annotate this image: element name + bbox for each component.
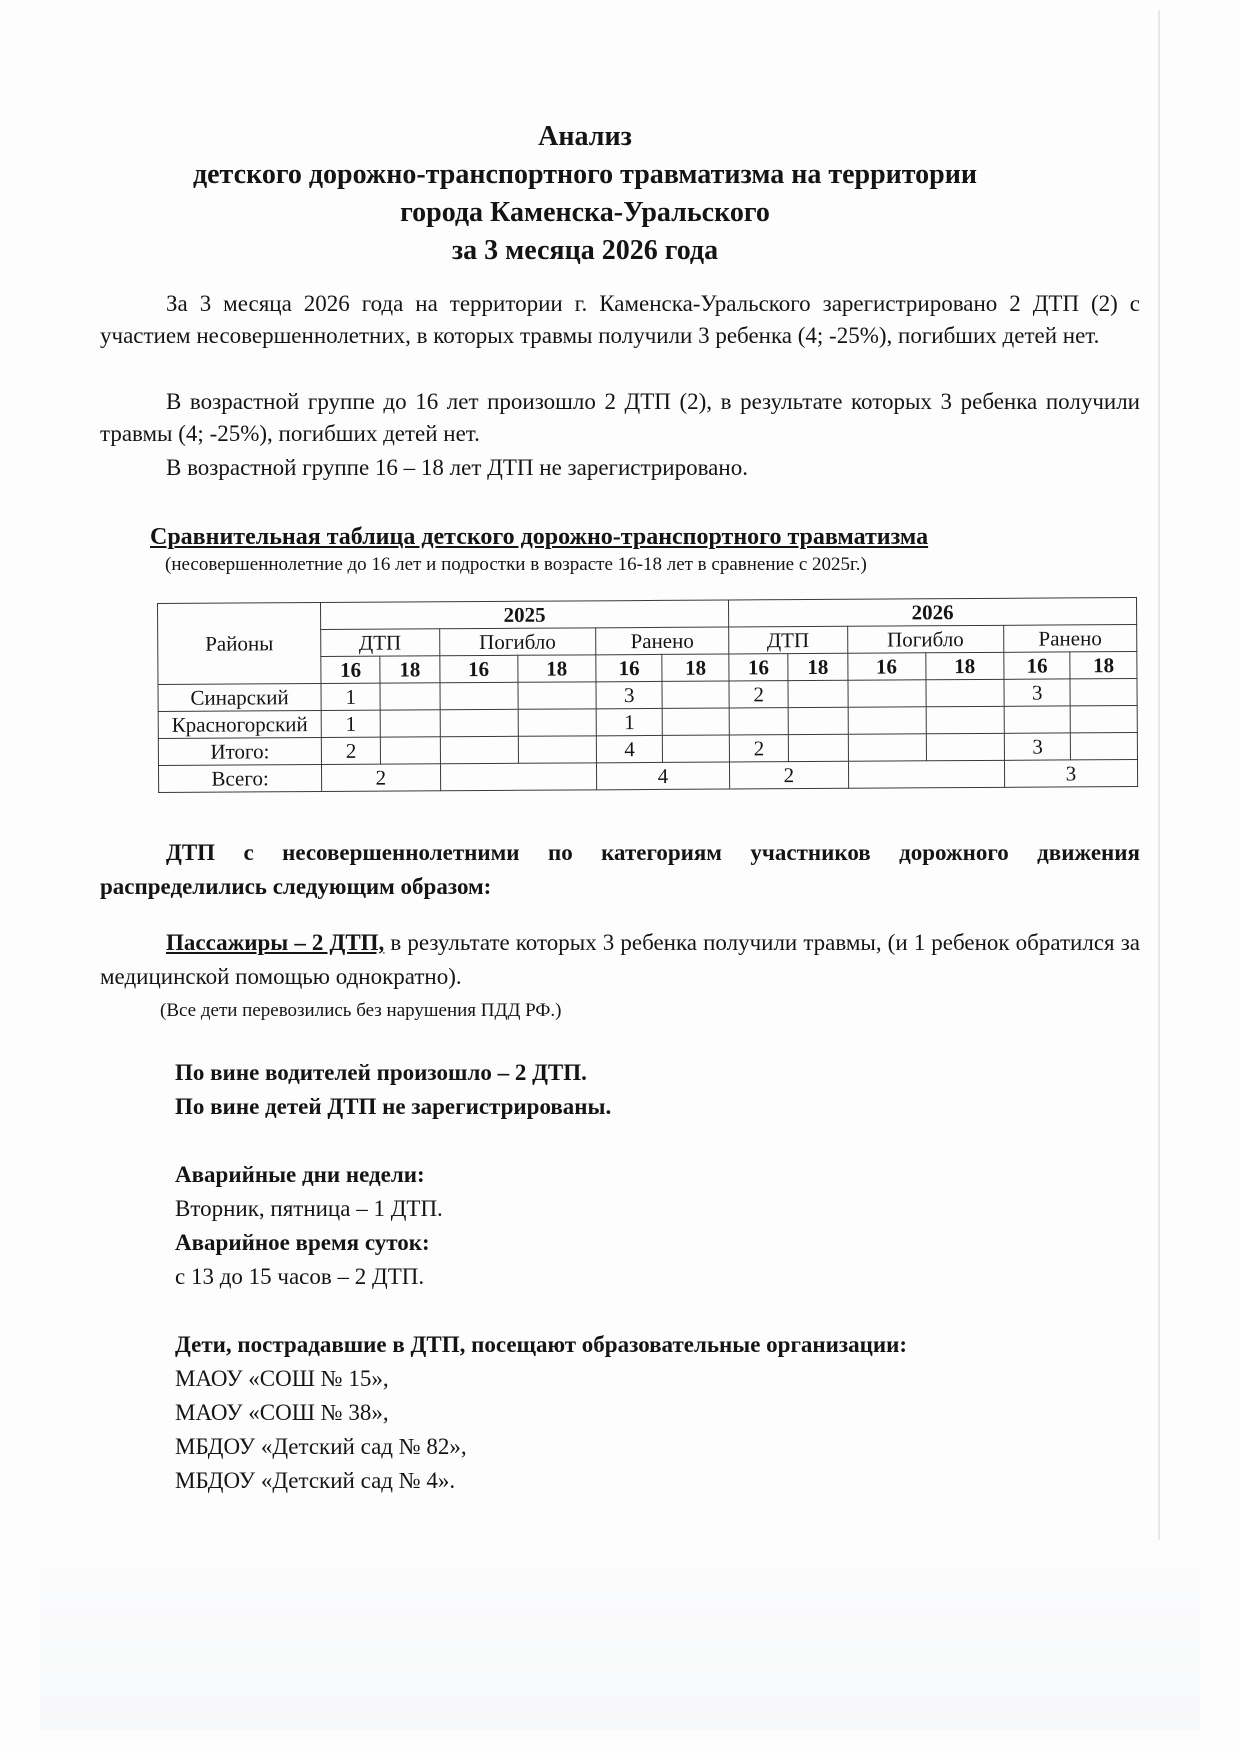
table-cell xyxy=(926,706,1004,733)
table-cell xyxy=(440,736,518,763)
table-cell: 3 xyxy=(596,681,663,708)
table-cell: 3 xyxy=(1004,733,1071,760)
age-header: 16 xyxy=(439,655,517,682)
table-cell xyxy=(1004,706,1071,733)
year-header: 2025 xyxy=(321,600,729,629)
total-cell: 2 xyxy=(729,761,848,789)
group-header: Ранено xyxy=(596,627,729,655)
table-cell xyxy=(662,681,729,708)
table-cell: 2 xyxy=(321,737,380,764)
group-header: ДТП xyxy=(729,626,848,654)
schools-heading: Дети, пострадавшие в ДТП, посещают образовательные организации: xyxy=(175,1332,908,1357)
table-cell xyxy=(380,710,439,737)
row-label: Красногорский xyxy=(158,710,321,738)
passengers-text: в результате которых 3 ребенка получили травмы, (и 1 ребенок обратился за медицинской помощью однократно). xyxy=(100,930,1140,989)
age-header: 16 xyxy=(729,654,788,681)
table-cell: 1 xyxy=(321,683,380,710)
days-value: Вторник, пятница – 1 ДТП. xyxy=(175,1196,443,1221)
table-total-row xyxy=(158,760,1137,793)
total-cell: 2 xyxy=(321,764,440,792)
table-cell xyxy=(729,708,788,735)
table-cell xyxy=(848,734,926,761)
table-cell xyxy=(788,680,847,707)
age-header: 16 xyxy=(321,656,380,683)
age-header: 18 xyxy=(1070,652,1137,679)
table-cell: 1 xyxy=(596,708,663,735)
table-cell xyxy=(518,682,596,709)
fault-drivers: По вине водителей произошло – 2 ДТП. xyxy=(175,1060,587,1085)
fault-children: По вине детей ДТП не зарегистрированы. xyxy=(175,1094,612,1119)
school-item: МБДОУ «Детский сад № 4». xyxy=(175,1468,456,1493)
table-cell xyxy=(1071,733,1138,760)
age-header: 18 xyxy=(788,653,847,680)
corner-header: Районы xyxy=(158,603,321,685)
table-title: Сравнительная таблица детского дорожно-транспортного травматизма xyxy=(150,524,929,550)
table-cell xyxy=(848,707,926,734)
comparison-table xyxy=(157,597,1138,793)
age-header: 18 xyxy=(518,655,596,682)
age-header: 16 xyxy=(1004,652,1071,679)
row-label: Итого: xyxy=(158,737,321,765)
time-value: с 13 до 15 часов – 2 ДТП. xyxy=(175,1264,425,1289)
title-line: за 3 месяца 2026 года xyxy=(451,235,719,266)
school-item: МБДОУ «Детский сад № 82», xyxy=(175,1434,467,1459)
table-cell xyxy=(789,734,848,761)
passengers-block xyxy=(100,926,1140,1028)
table-cell: 2 xyxy=(729,735,788,762)
total-cell: 3 xyxy=(1004,760,1137,788)
total-cell xyxy=(440,763,597,791)
table-cell: 4 xyxy=(596,735,663,762)
table-cell xyxy=(440,682,518,709)
group-header: Погибло xyxy=(439,628,596,656)
table-cell xyxy=(926,733,1004,760)
categories-heading xyxy=(100,836,1140,904)
scan-background-shade xyxy=(40,1540,1200,1730)
age-header: 16 xyxy=(596,654,663,681)
group-header: Ранено xyxy=(1004,625,1137,653)
row-label: Всего: xyxy=(158,764,321,792)
table-cell xyxy=(663,708,730,735)
time-heading: Аварийное время суток: xyxy=(175,1230,430,1255)
table-cell: 2 xyxy=(729,681,788,708)
intro-paragraph-2: В возрастной группе до 16 лет произошло 2 ДТП (2), в результате которых 3 ребенка получили травмы (4; -25%), погибших детей нет. xyxy=(100,389,1140,446)
intro-paragraph-3: В возрастной группе 16 – 18 лет ДТП не зарегистрировано. xyxy=(166,455,748,480)
total-cell: 4 xyxy=(596,762,729,790)
table-cell: 1 xyxy=(321,710,380,737)
age-header: 18 xyxy=(380,656,439,683)
passengers-note: (Все дети перевозились без нарушения ПДД РФ.) xyxy=(160,1000,562,1021)
days-heading: Аварийные дни недели: xyxy=(175,1162,425,1187)
intro-paragraph-1: За 3 месяца 2026 года на территории г. Каменска-Уральского зарегистрировано 2 ДТП (2) с участием несовершеннолетних, в которых травмы получили 3 ребенка (4; -25%), погибших детей нет. xyxy=(100,291,1140,348)
table-cell xyxy=(440,709,518,736)
passengers-label: Пассажиры – 2 ДТП, xyxy=(166,930,385,955)
passengers-paragraph xyxy=(100,926,1140,994)
year-header: 2026 xyxy=(728,598,1136,627)
table-cell xyxy=(518,709,596,736)
group-header: Погибло xyxy=(847,625,1004,653)
table-cell xyxy=(518,736,596,763)
table-subtitle: (несовершеннолетние до 16 лет и подростки в возрасте 16-18 лет в сравнение с 2025г.) xyxy=(165,554,867,575)
table-cell xyxy=(788,707,847,734)
total-cell xyxy=(848,760,1005,788)
table-cell xyxy=(380,683,439,710)
table-cell xyxy=(663,735,730,762)
title-line: детского дорожно-транспортного травматизма на территории xyxy=(192,159,978,190)
table-cell xyxy=(848,680,926,707)
table-cell xyxy=(1071,706,1138,733)
row-label: Синарский xyxy=(158,683,321,711)
title-line: Анализ xyxy=(538,121,632,152)
table-cell xyxy=(1070,679,1137,706)
age-header: 18 xyxy=(926,652,1004,679)
school-item: МАОУ «СОШ № 38», xyxy=(175,1400,389,1425)
school-item: МАОУ «СОШ № 15», xyxy=(175,1366,389,1391)
document-title xyxy=(0,118,1170,270)
group-header: ДТП xyxy=(321,629,440,657)
age-header: 18 xyxy=(662,654,729,681)
table-cell: 3 xyxy=(1004,679,1071,706)
title-line: города Каменска-Уральского xyxy=(400,197,770,228)
table-cell xyxy=(926,679,1004,706)
categories-heading-text: ДТП с несовершеннолетними по категориям участников дорожного движения распределились следующим образом: xyxy=(100,840,1140,899)
age-header: 16 xyxy=(847,653,925,680)
table-cell xyxy=(381,737,440,764)
